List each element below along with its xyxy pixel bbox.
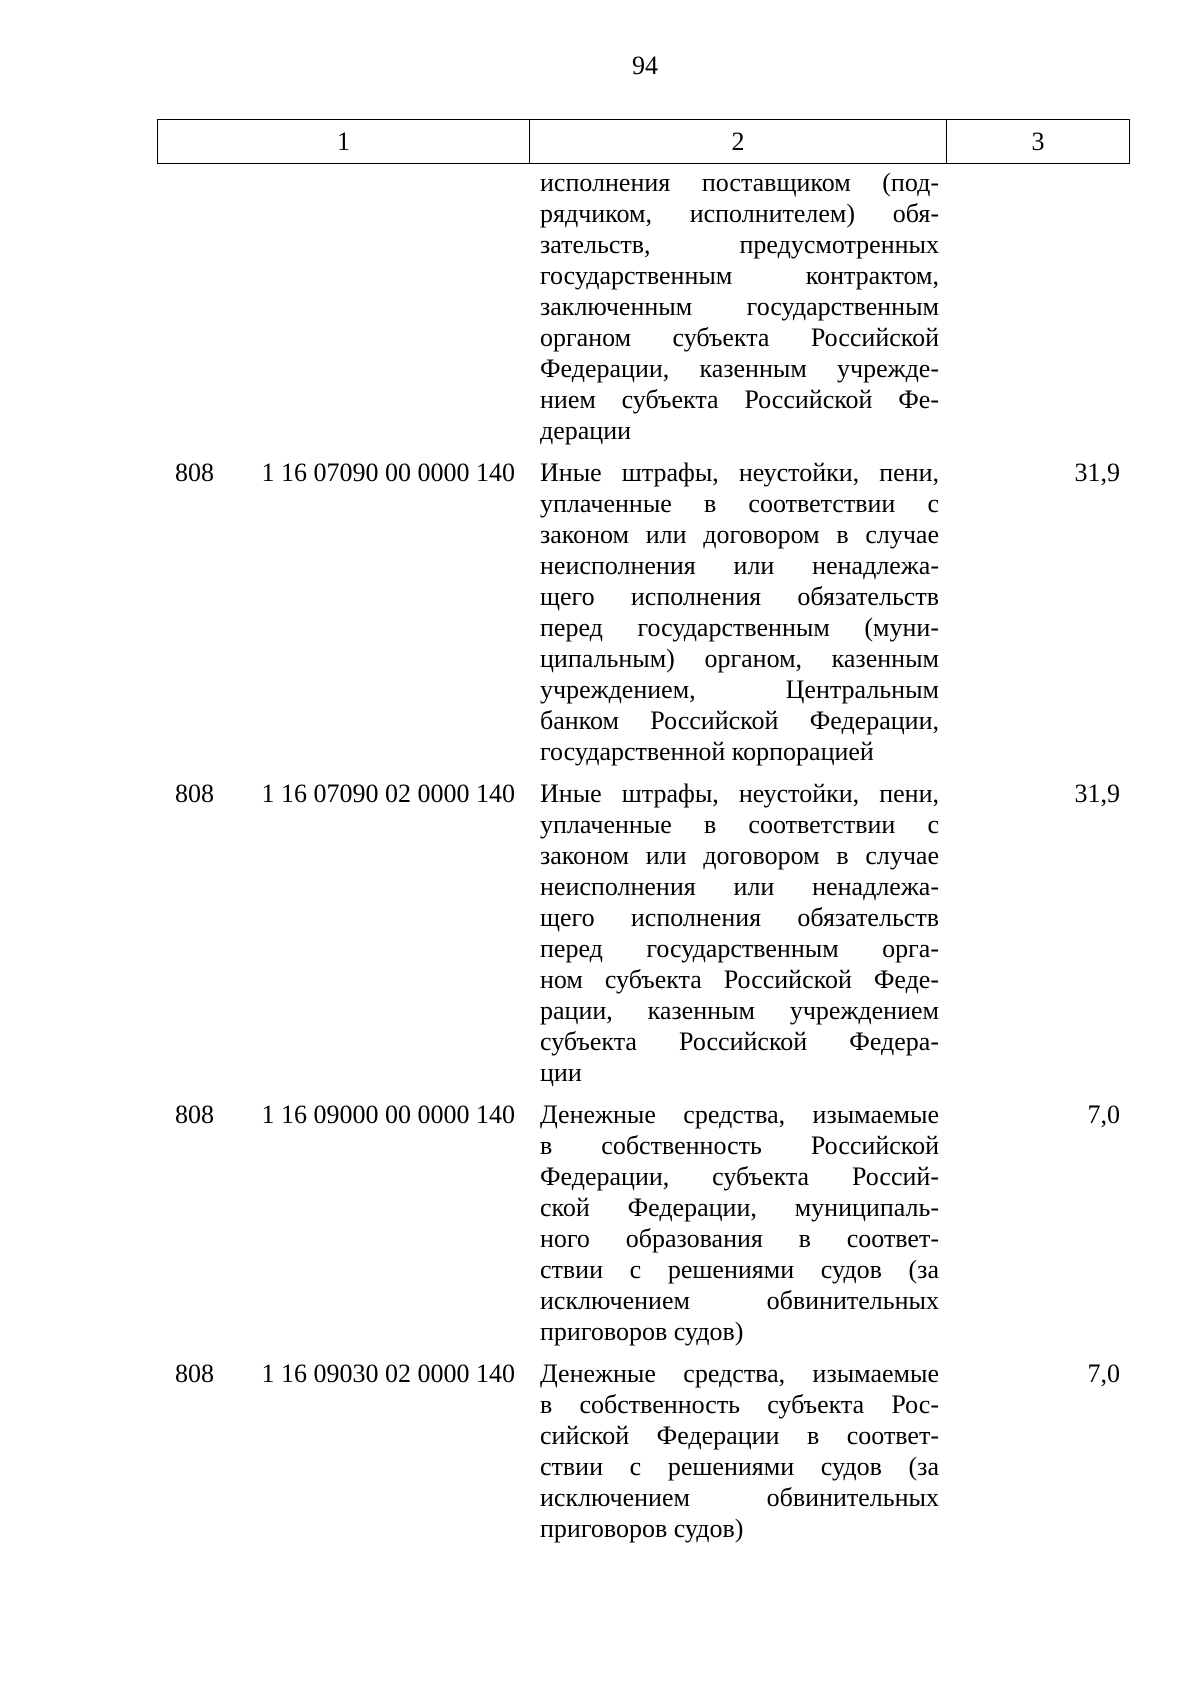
income-name-line: Иные штрафы, неустойки, пени, [540,458,939,487]
admin-code-cell: 808 [175,779,214,808]
income-name-line: Федерации, субъекта Россий- [540,1162,939,1191]
income-name-line: исключением обвинительных [540,1286,939,1315]
budget-code-cell: 1 16 07090 00 0000 140 [261,458,515,487]
income-name-cell [540,167,939,446]
income-name-line: Денежные средства, изымаемые [540,1100,939,1129]
income-name-cell [540,1358,939,1544]
income-name-line: в собственность Российской [540,1131,939,1160]
income-name-line: щего исполнения обязательств [540,582,939,611]
admin-code-cell: 808 [175,458,214,487]
admin-code-cell: 808 [175,1359,214,1388]
income-name-line: Денежные средства, изымаемые [540,1359,939,1388]
income-name-line: законом или договором в случае [540,520,939,549]
header-column-2: 2 [530,120,947,163]
income-name-line: дерации [540,416,632,445]
income-name-line: в собственность субъекта Рос- [540,1390,939,1419]
amount-cell: 31,9 [1074,779,1120,808]
income-name-line: сийской Федерации в соответ- [540,1421,939,1450]
income-name-line: ствии с решениями судов (за [540,1452,939,1481]
income-name-line: банком Российской Федерации, [540,706,939,735]
income-name-cell [540,457,939,767]
budget-code-cell: 1 16 09030 02 0000 140 [261,1359,515,1388]
income-name-line: субъекта Российской Федера- [540,1027,939,1056]
income-name-line: перед государственным (муни- [540,613,939,642]
table-row [157,167,1130,446]
budget-code-cell: 1 16 09000 00 0000 140 [261,1100,515,1129]
income-name-line: приговоров судов) [540,1317,744,1346]
table-row [157,1358,1130,1544]
row-gap [157,1088,1130,1099]
income-name-line: уплаченные в соответствии с [540,489,939,518]
page-number: 94 [632,51,658,80]
income-name-line: ции [540,1058,582,1087]
income-name-line: учреждением, Центральным [540,675,939,704]
income-name-line: исполнения поставщиком (под- [540,168,939,197]
income-name-cell [540,1099,939,1347]
income-name-line: рации, казенным учреждением [540,996,939,1025]
amount-cell: 7,0 [1087,1359,1120,1388]
income-name-line: государственным контрактом, [540,261,939,290]
income-name-line: законом или договором в случае [540,841,939,870]
income-name-line: ской Федерации, муниципаль- [540,1193,939,1222]
admin-code-cell: 808 [175,1100,214,1129]
income-name-line: исключением обвинительных [540,1483,939,1512]
income-name-line: ном субъекта Российской Феде- [540,965,939,994]
header-column-3: 3 [1031,126,1045,156]
header-column-1: 1 [158,120,530,163]
income-name-line: органом субъекта Российской [540,323,939,352]
table-row [157,778,1130,1088]
income-name-line: приговоров судов) [540,1514,744,1543]
income-name-line: ного образования в соответ- [540,1224,939,1253]
amount-cell: 31,9 [1074,458,1120,487]
income-name-cell [540,778,939,1088]
table-header [157,119,1130,164]
table-body [157,167,1130,1544]
table-row [157,457,1130,767]
income-name-line: рядчиком, исполнителем) обя- [540,199,939,228]
row-gap [157,767,1130,778]
amount-cell: 7,0 [1087,1100,1120,1129]
income-name-line: нием субъекта Российской Фе- [540,385,939,414]
table-row [157,1099,1130,1347]
income-name-line: зательств, предусмотренных [540,230,939,259]
income-name-line: щего исполнения обязательств [540,903,939,932]
budget-code-cell: 1 16 07090 02 0000 140 [261,779,515,808]
income-name-line: государственной корпорацией [540,737,874,766]
income-name-line: перед государственным орга- [540,934,939,963]
income-name-line: ствии с решениями судов (за [540,1255,939,1284]
income-name-line: заключенным государственным [540,292,939,321]
income-name-line: уплаченные в соответствии с [540,810,939,839]
income-name-line: Федерации, казенным учрежде- [540,354,939,383]
row-gap [157,1347,1130,1358]
income-name-line: неисполнения или ненадлежа- [540,872,939,901]
income-name-line: неисполнения или ненадлежа- [540,551,939,580]
income-name-line: ципальным) органом, казенным [540,644,939,673]
row-gap [157,446,1130,457]
income-name-line: Иные штрафы, неустойки, пени, [540,779,939,808]
